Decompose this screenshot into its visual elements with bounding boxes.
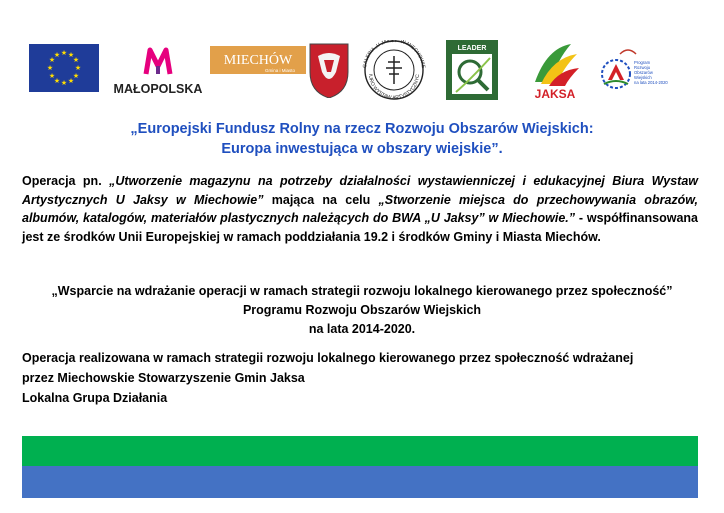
malopolska-logo — [112, 42, 204, 98]
miechow-logo — [210, 42, 350, 98]
svg-text:★: ★ — [48, 56, 56, 64]
logo-strip — [0, 38, 724, 102]
leader-icon — [446, 40, 498, 100]
operation-suffix: - współfinansowana jest ze środków Unii Europejskiej w ramach poddziałania 19.2 i środków Gminy i Miasta Miechów. — [22, 211, 698, 244]
operation-paragraph — [22, 172, 698, 246]
prow-icon — [600, 40, 692, 102]
miechow-sub-label: Gmina i Miasto — [264, 68, 296, 73]
svg-text:★: ★ — [74, 64, 82, 72]
implementation-line-3: Lokalna Grupa Działania — [22, 391, 168, 405]
svg-text:★: ★ — [46, 64, 54, 72]
svg-text:★: ★ — [48, 72, 56, 80]
operation-middle: mająca na celu — [263, 192, 379, 207]
implementation-line-2: przez Miechowskie Stowarzyszenie Gmin Jaksa — [22, 371, 305, 385]
svg-text:★: ★ — [72, 56, 80, 64]
blue-band — [22, 466, 698, 498]
prow-text-4: Wiejskich — [634, 75, 652, 80]
program-name-line: Programu Rozwoju Obszarów Wiejskich — [242, 303, 482, 317]
galeria-ring-text-2: IURO WYSTAW ARTYSTYCZNYC — [366, 74, 422, 100]
svg-text:★: ★ — [67, 77, 75, 85]
jaksa-wheat-icon — [527, 40, 583, 102]
svg-text:★: ★ — [72, 72, 80, 80]
program-support-line: „Wsparcie na wdrażanie operacji w ramach strategii rozwoju lokalnego kierowanego przez społeczność” — [51, 284, 673, 298]
operation-prefix: Operacja pn. — [22, 174, 110, 188]
operation-name: „Utworzenie magazynu na potrzeby działalności wystawienniczej i edukacyjnej Biura Wystaw Artystycznych U Jaksy w Miechowie” — [22, 174, 698, 207]
program-years-line: na lata 2014-2020. — [308, 322, 416, 336]
implementation-line-1: Operacja realizowana w ramach strategii rozwoju lokalnego kierowanego przez społeczność wdrażanej — [22, 351, 634, 365]
svg-text:★: ★ — [60, 49, 68, 57]
operation-goal: „Stworzenie miejsca do przechowywania obrazów, albumów, katalogów, materiałów plastycznych należących do BWA „U Jaksy” w Miechowie.” — [22, 192, 699, 225]
fund-title-line-1: „Europejski Fundusz Rolny na rzecz Rozwoju Obszarów Wiejskich: — [130, 121, 594, 137]
prow-text-1: Program — [634, 60, 651, 65]
fund-title-line-2: Europa inwestująca w obszary wiejskie”. — [221, 141, 503, 157]
green-band — [22, 436, 698, 466]
eu-stars-icon — [29, 44, 99, 92]
galeria-ring-text: GALERIA „U JAKSY” W MIECHOWIE — [362, 40, 426, 69]
leader-logo — [446, 40, 498, 100]
miechow-crest-icon — [210, 42, 350, 98]
eu-flag-logo — [29, 44, 99, 92]
prow-program-logo — [600, 40, 692, 102]
malopolska-label: MAŁOPOLSKA — [113, 82, 203, 96]
prow-text-3: Obszarów — [634, 70, 653, 75]
jaksa-label: JAKSA — [534, 87, 576, 101]
svg-text:★: ★ — [60, 79, 68, 87]
leader-label: LEADER — [457, 45, 487, 52]
prow-text-5: na lata 2014-2020 — [634, 80, 668, 85]
svg-text:★: ★ — [53, 77, 61, 85]
galeria-u-jaksy-seal — [357, 40, 431, 100]
miechow-label: MIECHÓW — [223, 53, 293, 68]
jaksa-lgd-logo — [527, 40, 583, 102]
svg-text:★: ★ — [67, 51, 75, 59]
galeria-seal-icon — [357, 40, 431, 100]
svg-text:★: ★ — [53, 51, 61, 59]
prow-text-2: Rozwoju — [634, 65, 651, 70]
malopolska-m-icon — [112, 42, 204, 98]
